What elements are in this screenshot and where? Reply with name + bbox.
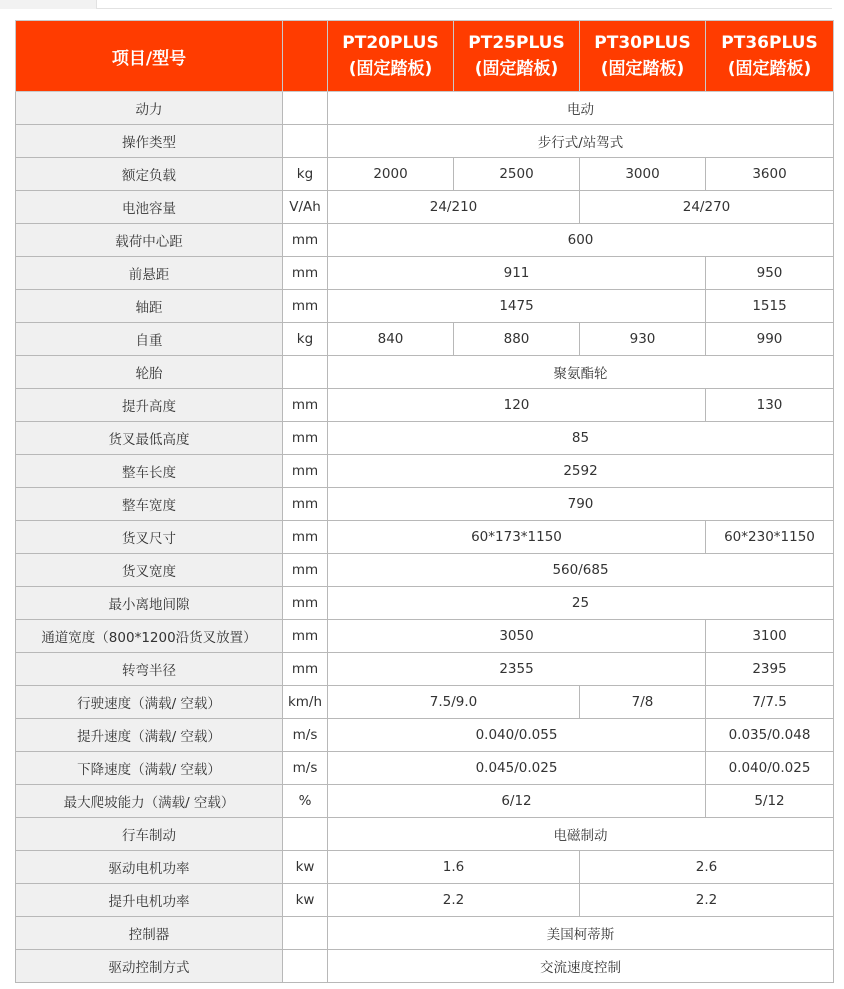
spec-row — [16, 719, 834, 752]
spec-unit: % — [283, 785, 328, 818]
spec-value: 790 — [328, 488, 834, 521]
spec-row — [16, 158, 834, 191]
spec-value: 840 — [328, 323, 454, 356]
spec-value: 120 — [328, 389, 706, 422]
spec-row — [16, 422, 834, 455]
spec-unit: kg — [283, 158, 328, 191]
model-variant: (固定踏板) — [600, 59, 685, 79]
model-header — [328, 21, 454, 92]
spec-row — [16, 488, 834, 521]
spec-value: 交流速度控制 — [328, 950, 834, 983]
spec-row — [16, 554, 834, 587]
spec-label: 驱动控制方式 — [16, 950, 283, 983]
spec-value: 1475 — [328, 290, 706, 323]
spec-value: 990 — [706, 323, 834, 356]
spec-value: 2.6 — [580, 851, 834, 884]
spec-label: 提升速度（满载/ 空载） — [16, 719, 283, 752]
spec-row — [16, 620, 834, 653]
model-name: PT30PLUS — [594, 33, 691, 53]
spec-unit: mm — [283, 488, 328, 521]
spec-value: 24/270 — [580, 191, 834, 224]
spec-label: 最小离地间隙 — [16, 587, 283, 620]
spec-value: 7.5/9.0 — [328, 686, 580, 719]
spec-value: 2.2 — [580, 884, 834, 917]
spec-row — [16, 389, 834, 422]
spec-unit — [283, 950, 328, 983]
spec-value: 1515 — [706, 290, 834, 323]
spec-row — [16, 356, 834, 389]
spec-unit: m/s — [283, 752, 328, 785]
spec-value: 85 — [328, 422, 834, 455]
spec-unit — [283, 356, 328, 389]
spec-unit: mm — [283, 389, 328, 422]
unit-header — [283, 21, 328, 92]
spec-row — [16, 92, 834, 125]
active-tab[interactable] — [0, 0, 97, 9]
spec-row — [16, 818, 834, 851]
spec-label: 货叉宽度 — [16, 554, 283, 587]
spec-value: 600 — [328, 224, 834, 257]
spec-value: 3050 — [328, 620, 706, 653]
spec-value: 60*173*1150 — [328, 521, 706, 554]
spec-label: 载荷中心距 — [16, 224, 283, 257]
spec-row — [16, 521, 834, 554]
spec-value: 7/7.5 — [706, 686, 834, 719]
spec-value: 0.040/0.025 — [706, 752, 834, 785]
model-variant: (固定踏板) — [727, 59, 812, 79]
spec-value: 0.045/0.025 — [328, 752, 706, 785]
spec-label: 自重 — [16, 323, 283, 356]
spec-label: 轮胎 — [16, 356, 283, 389]
model-name: PT20PLUS — [342, 33, 439, 53]
table-header-row — [16, 21, 834, 92]
spec-label: 驱动电机功率 — [16, 851, 283, 884]
spec-value: 2592 — [328, 455, 834, 488]
spec-value: 电磁制动 — [328, 818, 834, 851]
spec-unit: mm — [283, 653, 328, 686]
spec-value: 60*230*1150 — [706, 521, 834, 554]
spec-unit: km/h — [283, 686, 328, 719]
spec-unit: mm — [283, 587, 328, 620]
spec-unit: mm — [283, 455, 328, 488]
model-header — [580, 21, 706, 92]
spec-value: 880 — [454, 323, 580, 356]
spec-row — [16, 224, 834, 257]
model-header — [706, 21, 834, 92]
spec-value: 930 — [580, 323, 706, 356]
spec-row — [16, 653, 834, 686]
spec-value: 2.2 — [328, 884, 580, 917]
spec-unit: mm — [283, 521, 328, 554]
spec-value: 24/210 — [328, 191, 580, 224]
spec-row — [16, 125, 834, 158]
spec-label: 额定负载 — [16, 158, 283, 191]
spec-row — [16, 587, 834, 620]
spec-value: 步行式/站驾式 — [328, 125, 834, 158]
spec-table — [15, 20, 834, 983]
spec-row — [16, 191, 834, 224]
spec-value: 3100 — [706, 620, 834, 653]
spec-row — [16, 785, 834, 818]
spec-label: 电池容量 — [16, 191, 283, 224]
spec-row — [16, 917, 834, 950]
spec-row — [16, 950, 834, 983]
spec-value: 5/12 — [706, 785, 834, 818]
item-model-header: 项目/型号 — [16, 21, 283, 92]
spec-row — [16, 455, 834, 488]
model-variant: (固定踏板) — [474, 59, 559, 79]
spec-unit: V/Ah — [283, 191, 328, 224]
tab-divider — [96, 8, 832, 9]
spec-value: 0.035/0.048 — [706, 719, 834, 752]
spec-table-body — [16, 21, 834, 983]
spec-unit — [283, 92, 328, 125]
spec-label: 提升电机功率 — [16, 884, 283, 917]
spec-label: 货叉最低高度 — [16, 422, 283, 455]
model-variant: (固定踏板) — [348, 59, 433, 79]
spec-unit — [283, 818, 328, 851]
spec-value: 7/8 — [580, 686, 706, 719]
spec-unit: mm — [283, 422, 328, 455]
spec-unit: mm — [283, 554, 328, 587]
spec-value: 聚氨酯轮 — [328, 356, 834, 389]
spec-row — [16, 290, 834, 323]
spec-label: 前悬距 — [16, 257, 283, 290]
spec-label: 最大爬坡能力（满载/ 空载） — [16, 785, 283, 818]
spec-label: 操作类型 — [16, 125, 283, 158]
spec-value: 560/685 — [328, 554, 834, 587]
spec-row — [16, 323, 834, 356]
spec-unit: mm — [283, 224, 328, 257]
spec-unit: kw — [283, 851, 328, 884]
spec-label: 行车制动 — [16, 818, 283, 851]
spec-unit: kg — [283, 323, 328, 356]
spec-unit: mm — [283, 290, 328, 323]
spec-row — [16, 752, 834, 785]
spec-unit — [283, 917, 328, 950]
spec-value: 950 — [706, 257, 834, 290]
spec-label: 轴距 — [16, 290, 283, 323]
spec-unit: m/s — [283, 719, 328, 752]
spec-value: 美国柯蒂斯 — [328, 917, 834, 950]
spec-value: 130 — [706, 389, 834, 422]
model-header — [454, 21, 580, 92]
spec-value: 911 — [328, 257, 706, 290]
spec-row — [16, 884, 834, 917]
spec-value: 25 — [328, 587, 834, 620]
top-tab-bar — [0, 0, 844, 10]
spec-row — [16, 686, 834, 719]
model-name: PT25PLUS — [468, 33, 565, 53]
spec-label: 控制器 — [16, 917, 283, 950]
spec-value: 2000 — [328, 158, 454, 191]
spec-value: 1.6 — [328, 851, 580, 884]
spec-label: 下降速度（满载/ 空载） — [16, 752, 283, 785]
spec-label: 整车长度 — [16, 455, 283, 488]
spec-unit: mm — [283, 620, 328, 653]
spec-label: 动力 — [16, 92, 283, 125]
spec-row — [16, 851, 834, 884]
spec-value: 3600 — [706, 158, 834, 191]
spec-label: 通道宽度（800*1200沿货叉放置） — [16, 620, 283, 653]
spec-label: 转弯半径 — [16, 653, 283, 686]
spec-value: 0.040/0.055 — [328, 719, 706, 752]
spec-label: 提升高度 — [16, 389, 283, 422]
spec-value: 3000 — [580, 158, 706, 191]
model-name: PT36PLUS — [721, 33, 818, 53]
spec-unit: mm — [283, 257, 328, 290]
spec-value: 2395 — [706, 653, 834, 686]
spec-value: 2355 — [328, 653, 706, 686]
spec-label: 行驶速度（满载/ 空载） — [16, 686, 283, 719]
spec-value: 6/12 — [328, 785, 706, 818]
spec-label: 货叉尺寸 — [16, 521, 283, 554]
spec-label: 整车宽度 — [16, 488, 283, 521]
spec-value: 电动 — [328, 92, 834, 125]
spec-row — [16, 257, 834, 290]
spec-value: 2500 — [454, 158, 580, 191]
spec-unit: kw — [283, 884, 328, 917]
spec-unit — [283, 125, 328, 158]
